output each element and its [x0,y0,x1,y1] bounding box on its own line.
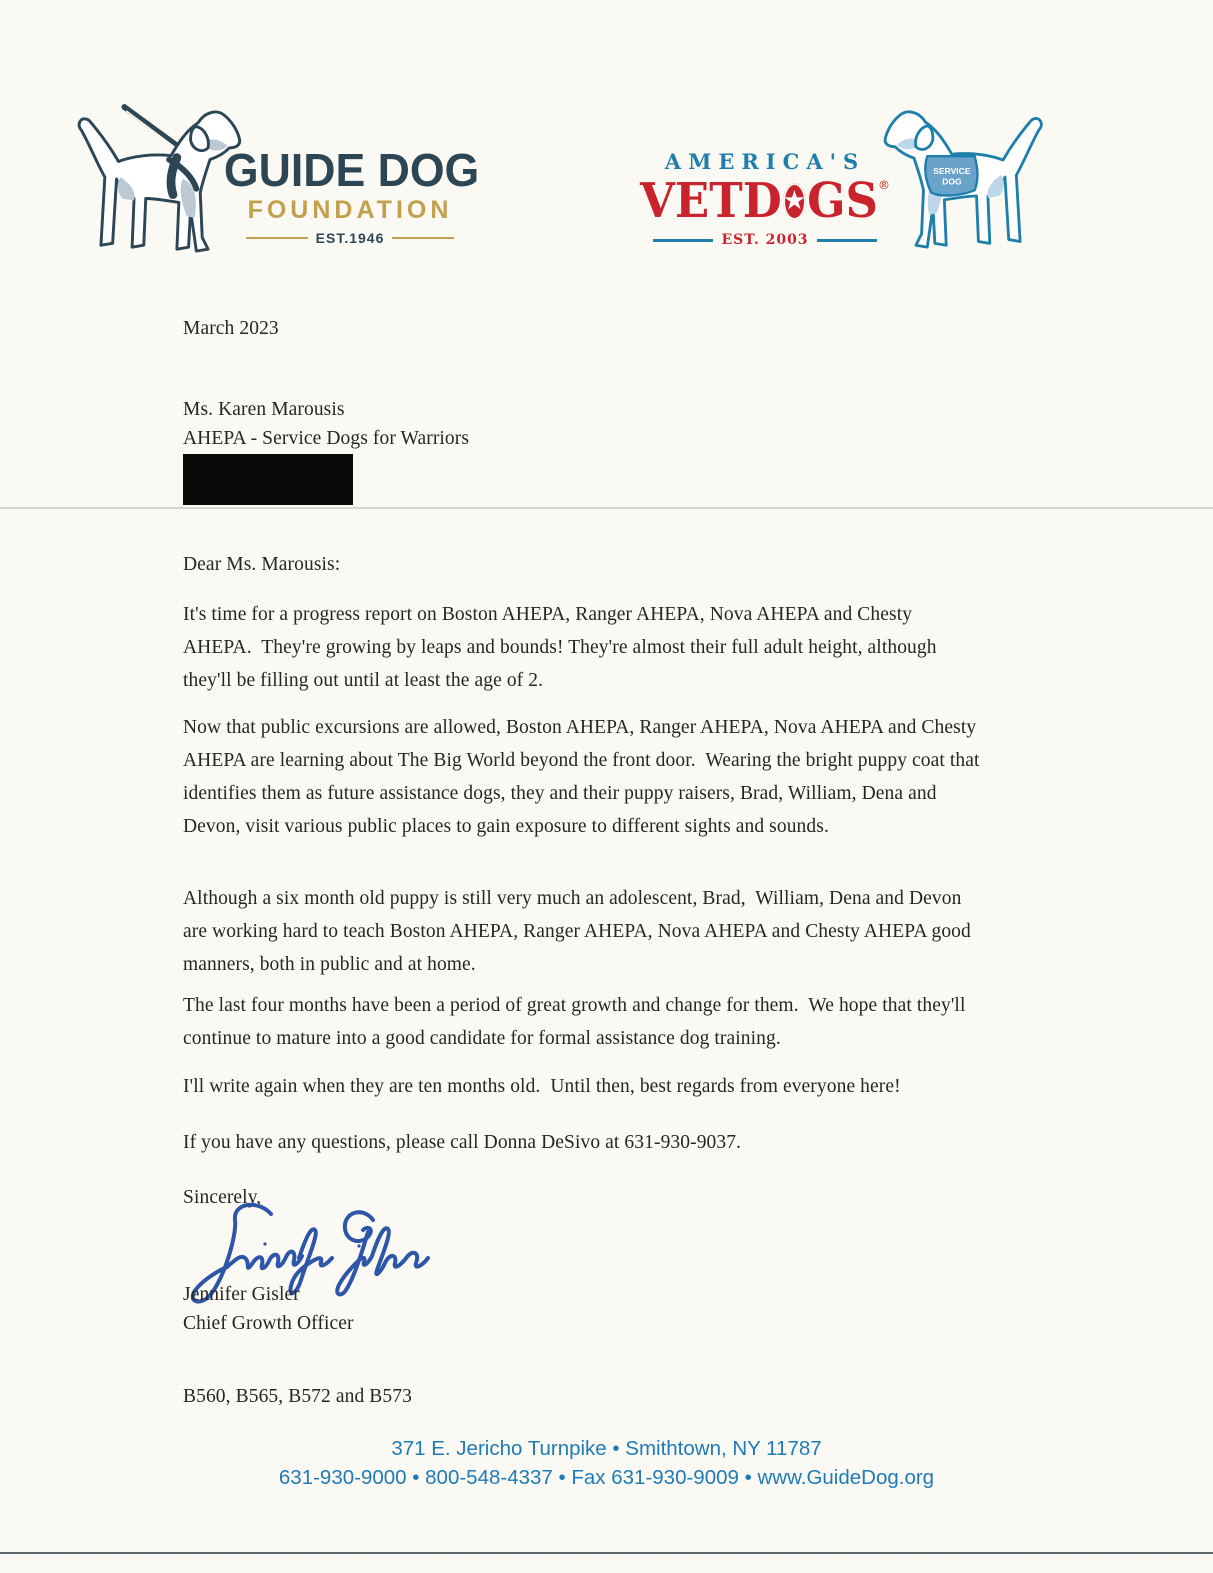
logo-est-2003-row [640,232,890,248]
paragraph-write-again: I'll write again when they are ten months old. Until then, best regards from everyone here! [183,1076,901,1097]
service-dog-illustration-icon [878,98,1058,258]
gold-rule-left [246,237,308,239]
recipient-name: Ms. Karen Marousis [183,399,345,420]
vest-text-service: SERVICE [933,166,971,177]
logo-title-americas: AMERICA'S [664,149,866,174]
blue-rule-right [817,239,877,242]
letterhead-footer [0,1434,1213,1492]
vetdogs-star-icon: ★ [783,183,806,220]
logo-est-1946-row [220,230,480,246]
redacted-address-bar [183,454,353,505]
logo-title-vetdogs [640,172,890,229]
paragraph-good-manners: Although a six month old puppy is still very much an adolescent, Brad, William, Dena and Devon are working hard to teach Boston AHEPA, Ranger AHEPA, Nova AHEPA and Chesty AHEPA good manners, both in public and at home. [183,888,976,975]
footer-contact: 631-930-9000 • 800-548-4337 • Fax 631-930-9009 • www.GuideDog.org [278,1466,935,1489]
salutation: Dear Ms. Marousis: [183,554,341,575]
paragraph-progress-report: It's time for a progress report on Boston AHEPA, Ranger AHEPA, Nova AHEPA and Chesty AHEPA. They're growing by leaps and bounds! They're almost their full adult height, although they'll be filling out until at least the age of 2. [183,604,942,691]
logo-est-2003: EST. 2003 [721,232,809,248]
vest-text-dog: DOG [942,176,962,187]
gold-rule-right [392,237,454,239]
signer-title: Chief Growth Officer [183,1312,354,1334]
signature-block [183,1281,354,1338]
americas-vetdogs-logo [640,98,1060,273]
scan-page-edge-line [0,1552,1213,1554]
footer-address: 371 E. Jericho Turnpike • Smithtown, NY 11787 [391,1437,822,1460]
letter-date: March 2023 [183,318,279,339]
scan-artifact-line [0,507,1213,509]
logo-est-1946: EST.1946 [315,230,385,246]
guide-dog-foundation-wordmark [220,144,480,246]
paragraph-growth: The last four months have been a period of great growth and change for them. We hope that they'll continue to mature into a good candidate for formal assistance dog training. [183,995,971,1049]
registered-trademark-icon: ® [878,178,890,192]
recipient-organization: AHEPA - Service Dogs for Warriors [183,427,470,449]
paragraph-questions-contact: If you have any questions, please call Donna DeSivo at 631-930-9037. [183,1132,742,1153]
reference-codes: B560, B565, B572 and B573 [183,1386,412,1407]
logo-title-guide-dog: GUIDE DOG [223,144,480,196]
recipient-block [183,396,469,453]
vetdogs-text-end: GS [807,172,878,229]
vetdogs-text-start: VETD [640,172,782,229]
blue-rule-left [653,239,713,242]
guide-dog-foundation-logo [62,95,512,265]
logo-title-foundation: FOUNDATION [247,196,453,224]
paragraph-public-excursions: Now that public excursions are allowed, Boston AHEPA, Ranger AHEPA, Nova AHEPA and Chesty AHEPA are learning about The Big World beyond the front door. Wearing the bright puppy coat that identifies them as future assistance dogs, they and their puppy raisers, Brad, William, Dena and Devon, visit various public places to gain exposure to different sights and sounds. [183,717,985,837]
closing: Sincerely, [183,1187,262,1208]
vetdogs-wordmark [640,150,890,248]
signer-name: Jennifer Gisler [183,1284,300,1305]
